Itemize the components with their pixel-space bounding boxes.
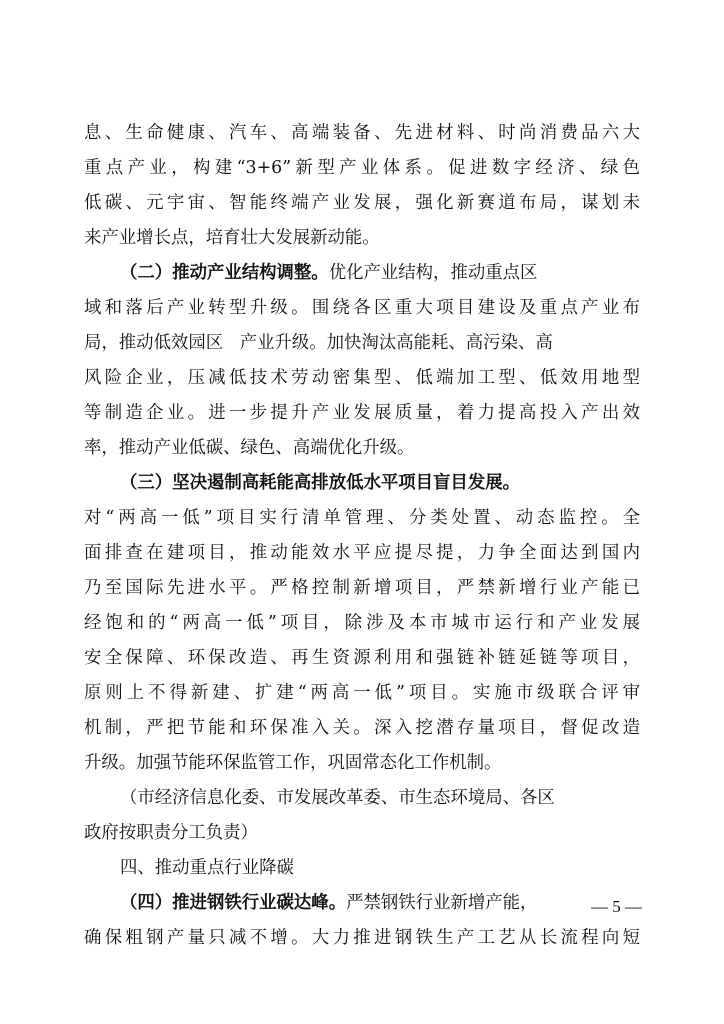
section-4-first-line-text: 严禁钢铁行业新增产能， — [346, 893, 538, 913]
body-text-line: 乃至国际先进水平。严格控制新增项目，严禁新增行业产能已 — [84, 578, 640, 598]
section-2-heading: （二）推动产业结构调整。 — [120, 263, 329, 283]
responsibility-note: 政府按职责分工负责） — [84, 823, 258, 843]
body-text-line: 升级。加强节能环保监管工作，巩固常态化工作机制。 — [84, 753, 502, 773]
responsibility-note: （市经济信息化委、市发展改革委、市生态环境局、各区 — [120, 788, 555, 808]
page-number: — 5 — — [591, 897, 642, 916]
body-text-line: 局，推动低效园区 产业升级。加快淘汰高能耗、高污染、高 — [84, 333, 553, 353]
body-text-line: 息、生命健康、汽车、高端装备、先进材料、时尚消费品六大 — [84, 123, 640, 143]
body-text-line: 面排查在建项目，推动能效水平应提尽提，力争全面达到国内 — [84, 543, 640, 563]
body-text-line: 等制造企业。进一步提升产业发展质量，着力提高投入产出效 — [84, 403, 640, 423]
body-text-line: 重点产业，构建“3+6”新型产业体系。促进数字经济、绿色 — [84, 158, 640, 178]
body-text-line: 率，推动产业低碳、绿色、高端优化升级。 — [84, 438, 415, 458]
body-text-line: 来产业增长点，培育壮大发展新动能。 — [84, 228, 380, 248]
body-text-line: 机制，严把节能和环保准入关。深入挖潜存量项目，督促改造 — [84, 718, 640, 738]
body-text-line: 安全保障、环保改造、再生资源利用和强链补链延链等项目， — [84, 648, 640, 668]
body-text-line: 风险企业，压减低技术劳动密集型、低端加工型、低效用地型 — [84, 368, 640, 388]
section-2-first-line-text: 优化产业结构，推动重点区 — [328, 263, 538, 283]
body-text-line: 域和落后产业转型升级。围绕各区重大项目建设及重点产业布 — [84, 298, 640, 318]
body-text-line: 对“两高一低”项目实行清单管理、分类处置、动态监控。全 — [84, 508, 640, 528]
section-4-title: 四、推动重点行业降碳 — [120, 858, 294, 878]
body-text-line: 原则上不得新建、扩建“两高一低”项目。实施市级联合评审 — [84, 683, 640, 703]
section-4-heading: （四）推进钢铁行业碳达峰。 — [120, 893, 347, 913]
body-text-line: 经饱和的“两高一低”项目，除涉及本市城市运行和产业发展 — [84, 613, 640, 633]
body-text-line: 低碳、元宇宙、智能终端产业发展，强化新赛道布局，谋划未 — [84, 193, 640, 213]
section-2-first-line — [120, 258, 640, 288]
section-4-first-line — [120, 888, 640, 918]
section-3-heading: （三）坚决遏制高耗能高排放低水平项目盲目发展。 — [120, 473, 520, 493]
body-text-line: 确保粗钢产量只减不增。大力推进钢铁生产工艺从长流程向短 — [84, 928, 640, 948]
